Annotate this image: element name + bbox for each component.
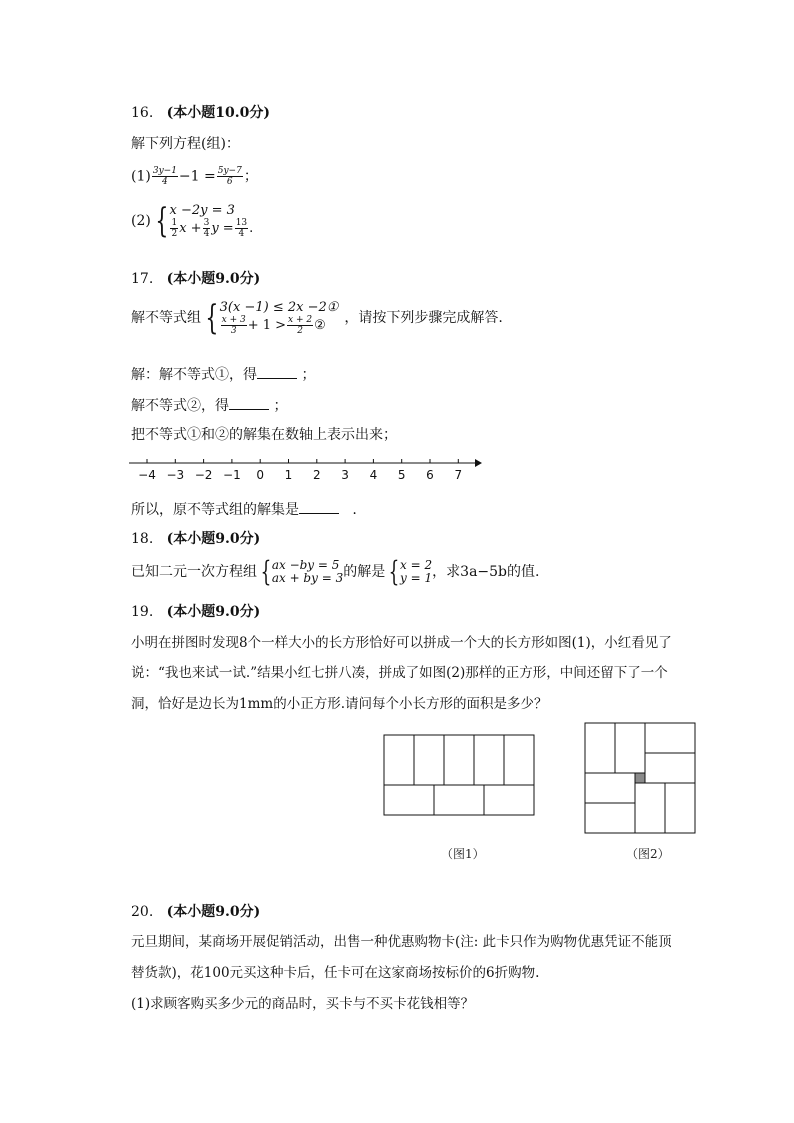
q17-header — [131, 270, 260, 288]
q18-sys-row2: ax + by = 3 — [271, 571, 344, 585]
q16-p1-label: (1) — [131, 168, 151, 185]
fraction-denominator: 2 — [171, 229, 178, 239]
q18-sys-row1: ax −by = 5 — [271, 558, 340, 572]
q17-step1-end: ； — [301, 367, 316, 383]
number-line-tick-label: 0 — [256, 468, 265, 482]
q16-p1-end: ； — [243, 168, 258, 185]
figure-1 — [383, 734, 536, 817]
fraction-denominator: 2 — [297, 326, 303, 336]
figure-2-hole — [635, 773, 645, 783]
number-line-tick-label: 5 — [397, 468, 406, 482]
fraction-denominator: 4 — [238, 229, 245, 239]
q20-line2: 替货款)，花100元买这种卡后，任卡可在这家商场按标价的6折购物. — [131, 965, 540, 981]
q20-line1: 元旦期间，某商场开展促销活动，出售一种优惠购物卡(注: 此卡只作为购物优惠凭证不能顶 — [131, 934, 672, 950]
fraction-numerator: 13 — [235, 218, 248, 228]
number-line-tick-label: −3 — [166, 468, 185, 482]
number-line-tick-label: 3 — [341, 468, 349, 482]
term-x: x + — [179, 221, 202, 236]
q17-step1-text: 解：解不等式①，得 — [131, 367, 257, 383]
q18-number: 18. — [131, 531, 154, 547]
fraction-denominator: 6 — [226, 177, 233, 187]
q19-score: (本小题9.0分) — [166, 604, 261, 620]
number-line-tick-label: 2 — [312, 468, 321, 482]
q20-line3: (1)求顾客购买多少元的商品时，买卡与不买卡花钱相等？ — [131, 996, 475, 1012]
number-line — [125, 452, 485, 486]
term-y: y = — [211, 221, 234, 236]
fraction-numerator: x + 3 — [221, 315, 246, 325]
fraction — [203, 218, 211, 239]
q18-body — [131, 555, 540, 588]
fraction — [235, 218, 248, 239]
q16-p1-lhs-fraction — [152, 166, 178, 187]
q17-step1 — [131, 364, 315, 384]
q16-part1 — [131, 166, 258, 187]
q20-score: (本小题9.0分) — [166, 904, 261, 920]
number-line-ticks — [138, 459, 462, 482]
left-brace-icon: { — [388, 555, 400, 588]
figure-2 — [584, 722, 697, 835]
q18-score: (本小题9.0分) — [166, 531, 261, 547]
q17-step2 — [131, 395, 287, 415]
left-brace-icon: { — [155, 201, 169, 241]
q16-intro: 解下列方程(组)： — [131, 136, 240, 152]
answer-blank[interactable] — [257, 364, 297, 379]
q18-sol-row1: x = 2 — [400, 558, 433, 572]
number-line-tick-label: 4 — [369, 468, 378, 482]
q17-step2-end: ； — [273, 398, 288, 414]
fraction-denominator: 4 — [203, 229, 210, 239]
figure-1-caption: （图1） — [441, 847, 485, 861]
number-line-tick-label: 7 — [454, 468, 463, 482]
answer-blank[interactable] — [229, 395, 269, 410]
q16-part2 — [131, 203, 253, 239]
q16-p2-row1: x −2y = 3 — [169, 203, 235, 218]
q17-conclusion — [131, 499, 357, 519]
fraction — [287, 315, 313, 336]
arrow-icon — [475, 459, 482, 467]
fraction — [221, 315, 247, 336]
q17-tail: ，请按下列步骤完成解答. — [344, 310, 503, 326]
number-line-tick-label: 1 — [284, 468, 293, 482]
fraction-numerator: x + 2 — [288, 315, 313, 325]
q18-sol-row2: y = 1 — [400, 571, 433, 585]
q19-line3: 洞，恰好是边长为1mm的小正方形.请问每个小长方形的面积是多少？ — [131, 696, 548, 712]
left-brace-icon: { — [205, 298, 219, 338]
q17-step3: 把不等式①和②的解集在数轴上表示出来； — [131, 427, 397, 443]
q17-row2 — [220, 315, 339, 336]
q17-system-line — [131, 300, 503, 336]
q20-header — [131, 903, 260, 921]
figure-1-outline — [384, 735, 534, 815]
q17-conclusion-end: . — [352, 502, 357, 518]
fraction-numerator: 5y−7 — [217, 166, 242, 176]
fraction-denominator: 3 — [230, 326, 237, 336]
number-line-tick-label: 6 — [426, 468, 434, 482]
number-line-tick-label: −1 — [223, 468, 241, 482]
q17-score: (本小题9.0分) — [166, 271, 261, 287]
q18-mid: 的解是 — [343, 564, 386, 580]
q17-conclusion-text: 所以，原不等式组的解集是 — [131, 502, 299, 518]
q18-system — [272, 559, 343, 585]
q17-row1: 3(x −1) ≤ 2x −2① — [219, 300, 339, 315]
q19-number: 19. — [131, 604, 154, 620]
number-line-tick-label: −2 — [194, 468, 213, 482]
q16-number: 16. — [131, 105, 154, 121]
q16-header — [131, 104, 270, 122]
q19-header — [131, 603, 260, 621]
q16-p2-end: . — [249, 221, 254, 236]
q20-number: 20. — [131, 904, 154, 920]
q17-row2-mid: + 1 > — [247, 318, 287, 333]
q18-intro: 已知二元一次方程组 — [131, 564, 257, 580]
q16-p2-system — [169, 203, 253, 239]
q19-line2: 说：“我也来试一试.”结果小红七拼八凑，拼成了如图(2)那样的正方形，中间还留下了一个 — [131, 665, 668, 681]
q17-system — [220, 300, 339, 336]
q16-score: (本小题10.0分) — [166, 105, 270, 121]
q17-row2-end: ② — [314, 318, 326, 333]
fraction-numerator: 1 — [171, 218, 178, 228]
fraction-numerator: 3 — [203, 218, 210, 228]
q16-p2-row2 — [169, 218, 253, 239]
q19-line1: 小明在拼图时发现8个一样大小的长方形恰好可以拼成一个大的长方形如图(1)，小红看见了 — [131, 635, 672, 651]
q16-p1-mid: −1 = — [178, 168, 216, 185]
answer-blank[interactable] — [299, 499, 339, 514]
figure-2-caption: （图2） — [626, 847, 670, 861]
q17-intro: 解不等式组 — [131, 310, 201, 326]
fraction — [170, 218, 178, 239]
q16-p2-label: (2) — [131, 213, 151, 229]
q16-p1-rhs-fraction — [217, 166, 243, 187]
q18-tail: ，求3a−5b的值. — [432, 564, 540, 580]
fraction-numerator: 3y−1 — [152, 166, 177, 176]
q17-number: 17. — [131, 271, 154, 287]
q18-header — [131, 530, 260, 548]
left-brace-icon: { — [260, 555, 272, 588]
q18-solution — [400, 559, 432, 585]
number-line-tick-label: −4 — [138, 468, 156, 482]
fraction-denominator: 4 — [162, 177, 168, 187]
q17-step2-text: 解不等式②，得 — [131, 398, 229, 414]
